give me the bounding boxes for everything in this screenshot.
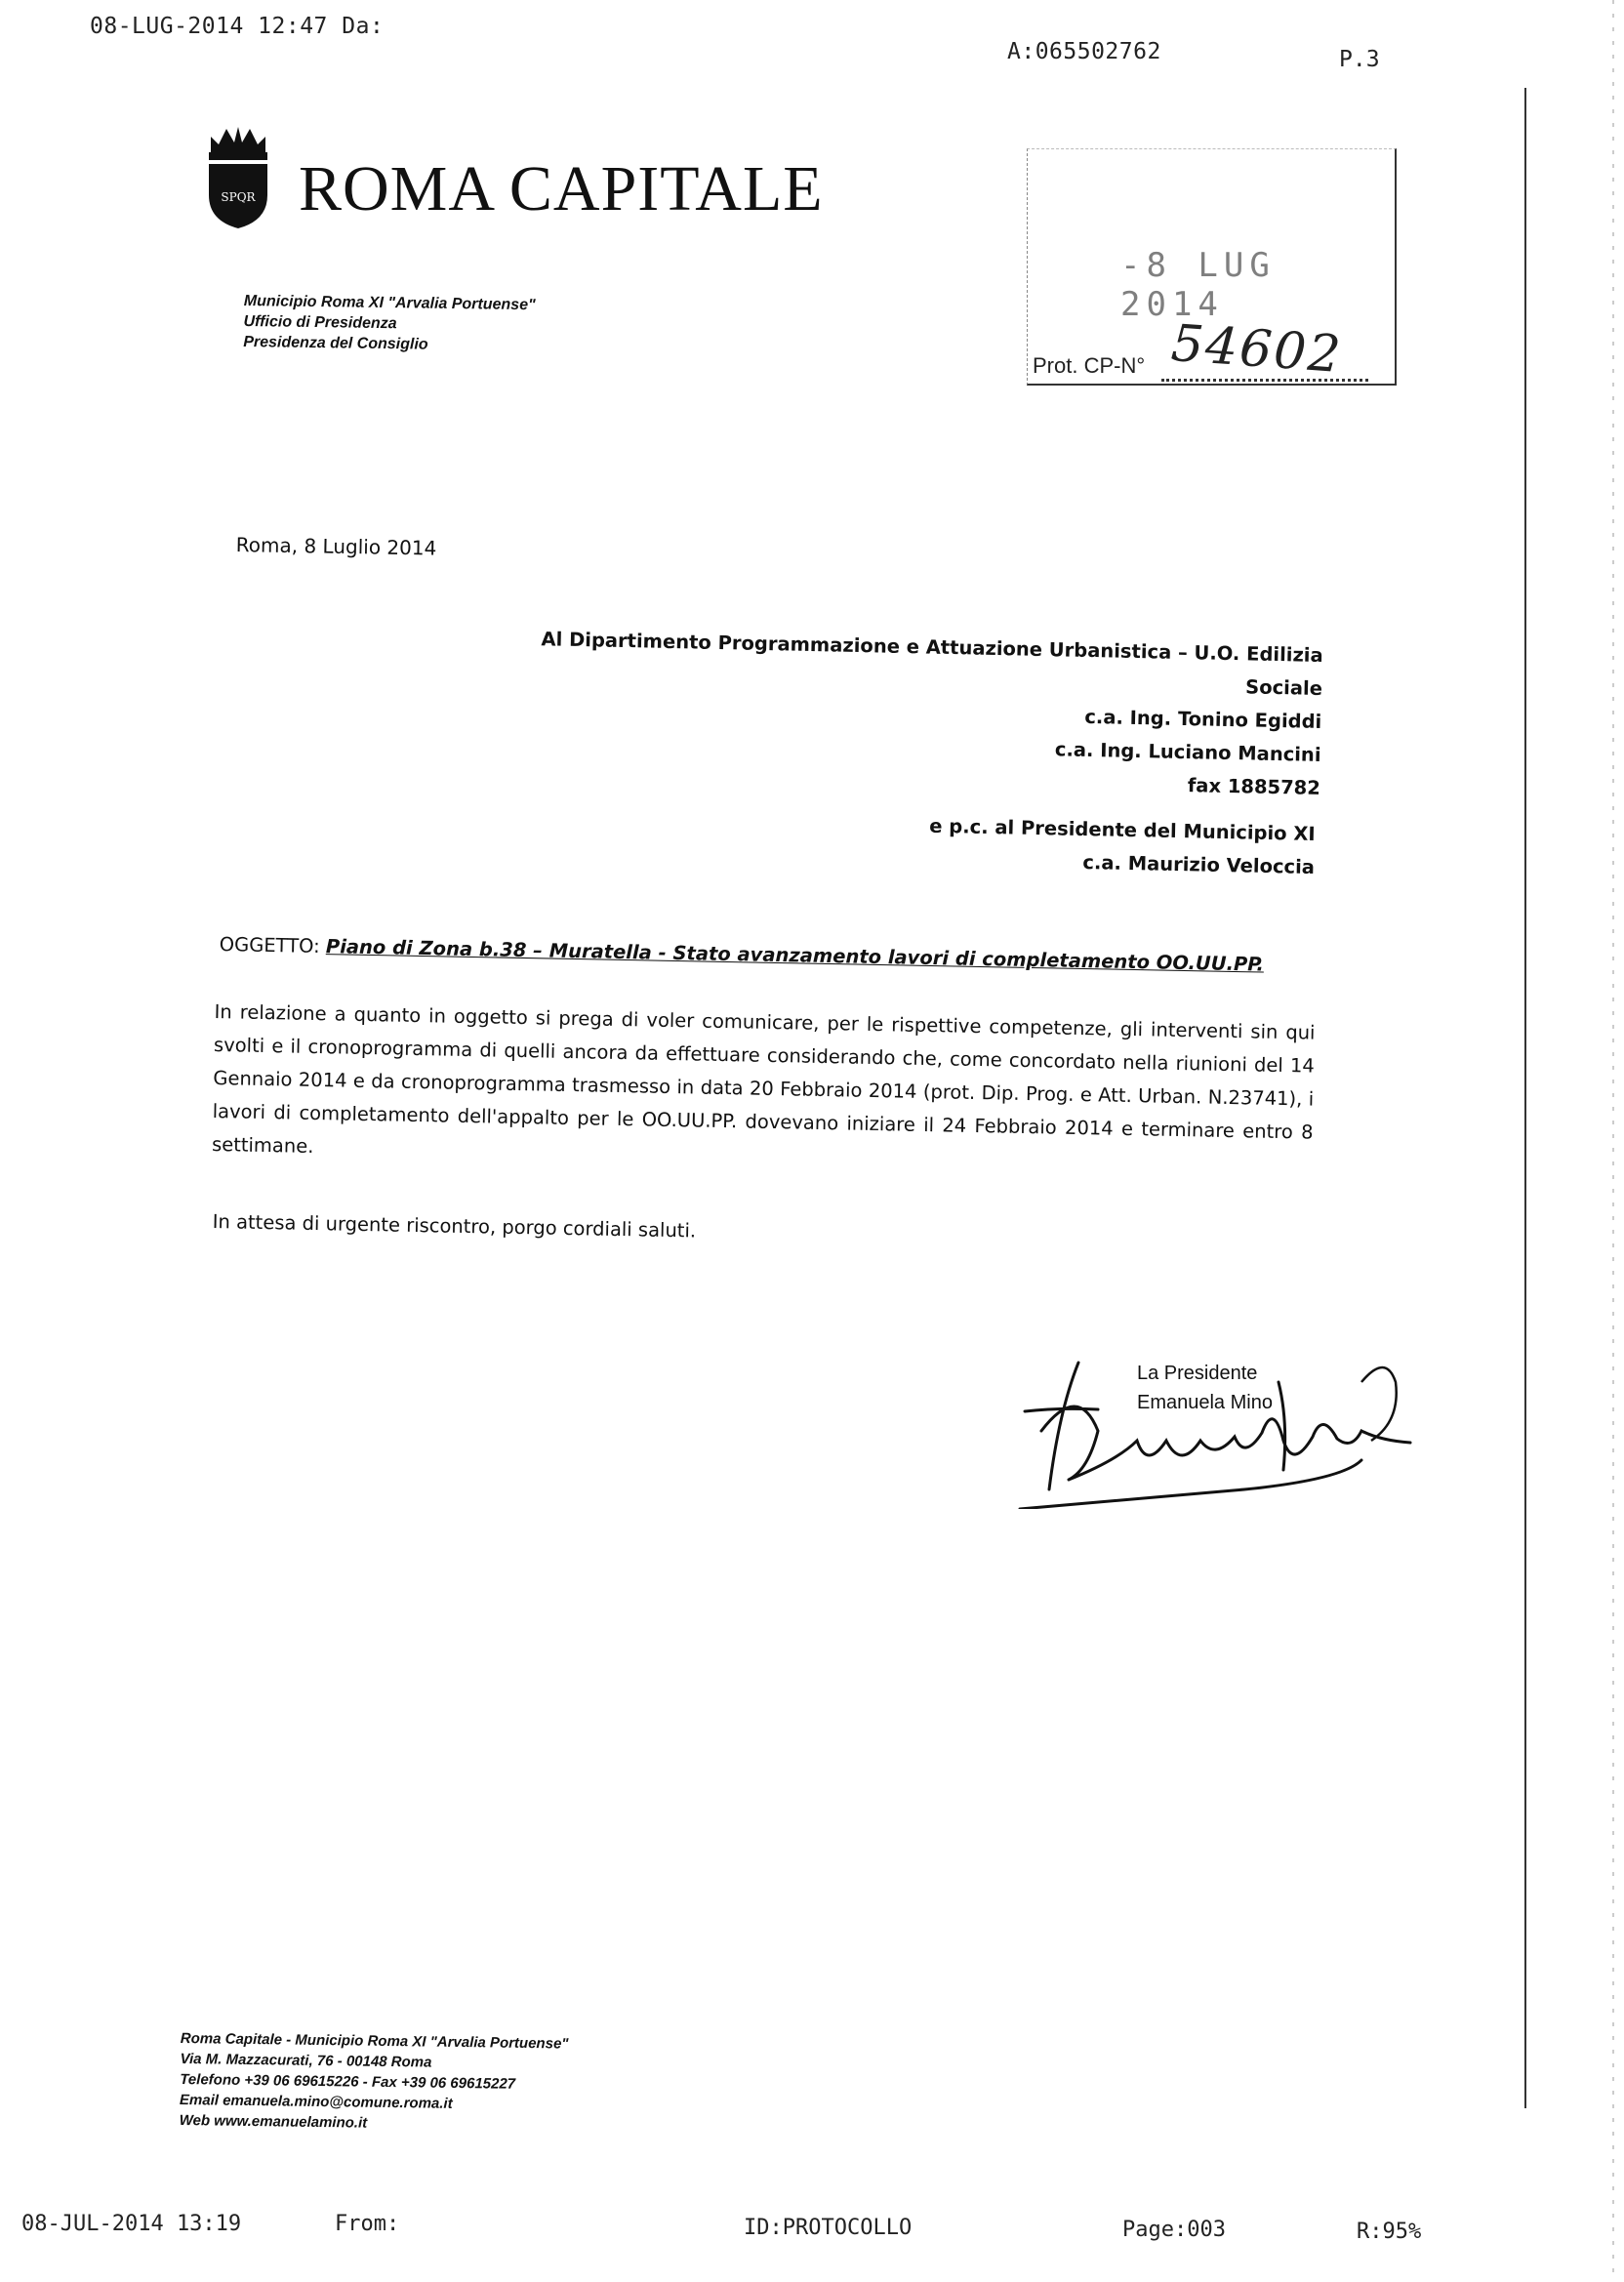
office-line: Ufficio di Presidenza bbox=[243, 312, 397, 333]
body-paragraph: In relazione a quanto in oggetto si prega di voler comunicare, per le rispettive competenze, gli interventi sin qui svolti e il cronoprogramma di quelli ancora da effettuare considerando che, come concordato nella riunioni del 14 Gennaio 2014 e da cronoprogramma trasmesso in data 20 Febbraio 2014 (prot. Dip. Prog. e Att. Urban. N.23741), i lavori di completamento dell'appalto per le OO.UU.PP. dovevano iniziare il 24 Febbraio 2014 e terminare entro 8 settimane. bbox=[211, 999, 1316, 1158]
signatory-name: Emanuela Mino bbox=[1137, 1392, 1273, 1413]
closing-line: In attesa di urgente riscontro, porgo cordiali saluti. bbox=[212, 1210, 697, 1243]
scan-edge-line bbox=[1524, 88, 1526, 2108]
fax-header-destination: A:065502762 bbox=[1007, 39, 1161, 64]
logo-wordmark: ROMA CAPITALE bbox=[299, 153, 824, 224]
footer-line: Via M. Mazzacurati, 76 - 00148 Roma bbox=[180, 2050, 432, 2071]
cc-line: e p.c. al Presidente del Municipio XI bbox=[929, 814, 1316, 845]
fax-footer-ratio: R:95% bbox=[1357, 2220, 1422, 2244]
stamp-date: -8 LUG 2014 bbox=[1120, 246, 1276, 324]
subject-label: OGGETTO: bbox=[219, 933, 320, 958]
stamp-label: Prot. CP-N° bbox=[1033, 353, 1146, 378]
recipients-block bbox=[456, 621, 1323, 805]
fax-footer-page: Page:003 bbox=[1122, 2218, 1226, 2242]
subject-line bbox=[220, 933, 1265, 976]
scan-edge-noise bbox=[1612, 0, 1614, 2282]
footer-line: Telefono +39 06 69615226 - Fax +39 06 69615227 bbox=[180, 2070, 516, 2093]
signatory-block bbox=[1137, 1359, 1273, 1417]
fax-header-timestamp: 08-LUG-2014 12:47 Da: bbox=[90, 14, 385, 39]
footer-web: Web www.emanuelamino.it bbox=[179, 2111, 368, 2132]
sender-office bbox=[243, 291, 536, 356]
stamp-dotted-line bbox=[1161, 379, 1368, 382]
office-line: Municipio Roma XI "Arvalia Portuense" bbox=[243, 292, 536, 314]
stamp-number: 54602 bbox=[1169, 313, 1345, 386]
recipient-line: fax 1885782 bbox=[1187, 774, 1321, 799]
cc-line: c.a. Maurizio Veloccia bbox=[1082, 851, 1316, 878]
cc-block bbox=[799, 807, 1316, 884]
fax-footer-date: 08-JUL-2014 13:19 bbox=[21, 2212, 242, 2236]
recipient-line: Al Dipartimento Programmazione e Attuazione Urbanistica – U.O. Edilizia Sociale bbox=[541, 628, 1323, 700]
roma-coat-of-arms-icon bbox=[205, 123, 271, 230]
fax-footer-from: From: bbox=[335, 2212, 400, 2236]
signatory-title: La Presidente bbox=[1137, 1363, 1258, 1384]
protocol-stamp bbox=[1027, 148, 1396, 394]
fax-header-page: P.3 bbox=[1339, 47, 1380, 72]
subject-text: Piano di Zona b.38 – Muratella - Stato avanzamento lavori di completamento OO.UU.PP. bbox=[325, 935, 1265, 976]
letter-date: Roma, 8 Luglio 2014 bbox=[235, 533, 437, 560]
recipient-line: c.a. Ing. Tonino Egiddi bbox=[1084, 705, 1322, 733]
footer-email: Email emanuela.mino@comune.roma.it bbox=[179, 2091, 453, 2112]
contact-footer bbox=[180, 2028, 569, 2137]
office-line: Presidenza del Consiglio bbox=[243, 333, 428, 353]
footer-line: Roma Capitale - Municipio Roma XI "Arvalia Portuense" bbox=[180, 2029, 569, 2053]
svg-text:SPQR: SPQR bbox=[221, 190, 256, 204]
recipient-line: c.a. Ing. Luciano Mancini bbox=[1054, 738, 1321, 766]
fax-footer-id: ID:PROTOCOLLO bbox=[744, 2216, 913, 2240]
